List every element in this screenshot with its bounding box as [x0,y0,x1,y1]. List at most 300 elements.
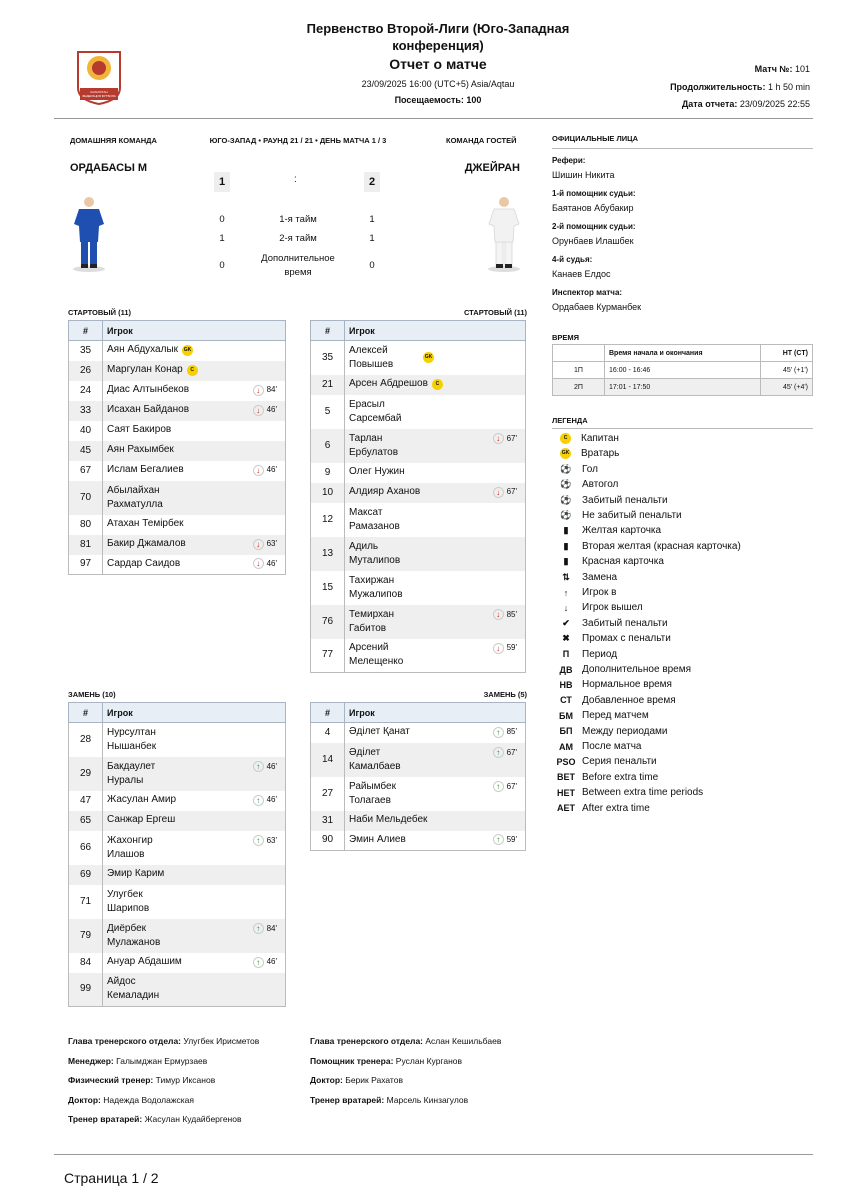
legend-item [556,539,741,554]
player-name: Аян Абдухалык [107,344,179,356]
table-row [311,341,526,375]
player-name: Алексей Повышев [349,344,394,370]
sub-minute: 46' [266,405,277,415]
player-number: 45 [69,441,103,461]
player-number: 35 [69,341,103,361]
sub-minute: 46' [266,795,277,805]
sub-minute: 59' [506,834,517,844]
official-role: 2-й помощник судьи: [552,222,636,231]
player-number: 13 [311,537,345,571]
player-number: 40 [69,421,103,441]
player-name: Тахиржан Мужалипов [349,574,403,600]
legend-label: Забитый пенальти [582,617,668,629]
staff-away-item: Тренер вратарей: Марсель Кинзагулов [310,1094,469,1105]
federation-logo [74,48,124,106]
player-number: 9 [311,463,345,483]
table-row [69,865,286,885]
legend-item [556,662,691,677]
goalkeeper-icon: GK [182,345,193,356]
legend-item [556,462,598,477]
legend-label: Between extra time periods [582,787,704,799]
legend-label: Промах с пенальти [582,633,671,645]
player-out-icon: ↓ [253,385,264,396]
time-col-range: Время начала и окончания [605,345,761,362]
sub-minute: 67' [506,781,517,791]
home-team-name: ОРДАБАСЫ М [70,162,148,174]
table-row [69,361,286,381]
player-number: 80 [69,515,103,535]
divider [552,428,813,429]
legend-icon: ▮ [563,540,569,551]
divider [552,148,813,149]
home-subs-table [68,702,286,1007]
legend-icon: GK [560,448,571,459]
captain-icon: C [187,365,198,376]
away-team-name: ДЖЕЙРАН [464,162,520,174]
legend-label: Автогол [582,479,619,491]
player-name: Улугбек Шарипов [107,888,150,914]
legend-icon: PSO [556,756,576,767]
player-number: 31 [311,811,345,831]
half1-away: 1 [369,214,375,225]
player-number: 70 [69,481,103,515]
home-kit-icon [70,194,108,279]
sub-minute: 84' [266,385,277,395]
player-number: 28 [69,723,103,757]
player-in-icon: ↑ [493,834,504,845]
official-role: 4-й судья: [552,255,593,264]
table-row [311,811,526,831]
table-row [69,723,286,757]
legend-label: Забитый пенальти [582,494,668,506]
player-number: 77 [311,639,345,673]
substitution-event [493,746,517,760]
official-name: Баятанов Абубакир [552,203,634,213]
player-name: Бакир Джамалов [107,538,186,550]
player-number: 79 [69,919,103,953]
legend-label: Вратарь [581,448,620,460]
substitution-event [253,383,277,397]
away-starting-label: СТАРТОВЫЙ (11) [463,308,527,317]
table-row [69,555,286,575]
substitution-event [493,833,517,847]
col-player-header: Игрок [103,703,286,723]
legend-icon: ✖ [562,633,570,644]
legend-label: After extra time [582,802,650,814]
player-number: 33 [69,401,103,421]
time-title: ВРЕМЯ [552,333,580,342]
legend-icon: ✔ [562,617,570,628]
player-number: 67 [69,461,103,481]
sub-minute: 67' [506,487,517,497]
player-name: Алдияр Аханов [349,486,421,498]
report-subtitle: Отчет о матче [389,56,487,72]
staff-home-item: Тренер вратарей: Жасулан Кудайбергенов [68,1114,242,1124]
player-in-icon: ↑ [253,835,264,846]
table-row [311,743,526,777]
player-out-icon: ↓ [253,405,264,416]
player-name: Бакдаулет Нуралы [107,760,156,786]
official-role: Инспектор матча: [552,288,623,297]
player-number: 27 [311,777,345,811]
legend-label: Добавленное время [582,694,676,706]
sub-minute: 85' [506,609,517,619]
legend-item [556,754,657,769]
player-name: Әділет Қанат [349,726,410,738]
player-name: Саят Бакиров [107,424,172,436]
table-row [69,421,286,441]
col-player-header: Игрок [345,321,526,341]
table-row [311,395,526,429]
player-number: 24 [69,381,103,401]
player-name: Атахан Темірбек [107,518,184,530]
col-num-header: # [69,703,103,723]
substitution-event [493,780,517,794]
legend-label: Желтая карточка [582,525,662,537]
sub-minute: 84' [266,923,277,933]
player-name: Адиль Муталипов [349,540,401,566]
table-row [311,503,526,537]
legend-icon: БП [559,726,573,737]
staff-home-item: Физический тренер: Тимур Иксанов [68,1075,216,1085]
sub-minute: 63' [266,835,277,845]
home-score: 1 [214,172,230,192]
legend-icon: НВ [559,679,573,690]
legend-label: Красная карточка [582,556,664,568]
legend-icon: AET [557,803,575,814]
player-name: Диас Алтынбеков [107,384,190,396]
official-name: Канаев Елдос [552,269,611,279]
official-role: 1-й помощник судьи: [552,189,636,198]
legend-icon: ⚽ [560,494,572,505]
player-number: 65 [69,811,103,831]
legend-label: Дополнительное время [582,664,692,675]
sub-minute: 63' [266,539,277,549]
table-row [69,919,286,953]
legend-icon: ⚽ [560,510,572,520]
legend-icon: ДВ [559,664,573,675]
player-name: Эмин Алиев [349,833,406,845]
sub-minute: 46' [266,761,277,771]
table-row [311,777,526,811]
table-row [311,483,526,503]
player-number: 6 [311,429,345,463]
player-name: Ануар Абдашим [107,956,182,968]
player-number: 99 [69,973,103,1007]
player-number: 14 [311,743,345,777]
table-row [311,375,526,395]
table-row [311,723,526,743]
staff-home-item: Глава тренерского отдела: Улугбек Ирисметов [68,1036,260,1046]
player-out-icon: ↓ [493,487,504,498]
goalkeeper-icon: GK [423,352,434,363]
player-number: 84 [69,953,103,973]
sub-minute: 59' [506,643,517,653]
player-out-icon: ↓ [493,609,504,620]
legend-icon: ⇅ [562,571,570,582]
table-row [69,381,286,401]
home-subs-label: ЗАМЕНЬ (10) [68,690,116,699]
legend-item [556,801,650,816]
player-in-icon: ↑ [493,727,504,738]
divider [54,118,813,119]
legend-label: Вторая желтая (красная карточка) [582,540,741,552]
substitution-event [253,557,277,571]
substitution-event [493,485,517,499]
extra-home: 0 [219,260,225,271]
sub-minute: 46' [266,558,277,568]
sub-minute: 85' [506,727,517,737]
player-out-icon: ↓ [493,643,504,654]
player-in-icon: ↑ [253,795,264,806]
player-name: Диёрбек Мулажанов [107,922,161,948]
legend-label: Серия пенальти [582,756,657,768]
half2-home: 1 [219,233,225,244]
home-starting-table [68,320,286,575]
sub-minute: 67' [506,433,517,443]
legend-item [556,431,619,446]
divider [54,1154,813,1155]
officials-title: ОФИЦИАЛЬНЫЕ ЛИЦА [552,134,639,143]
table-row [311,537,526,571]
table-row [69,811,286,831]
legend-icon: HET [557,787,575,798]
player-name: Эмир Карим [107,868,165,880]
player-name: Наби Мельдебек [349,814,428,826]
half1-label: 1-я тайм [279,214,317,225]
table-row [69,441,286,461]
time-col-ht: HT (CT) [760,345,812,362]
player-number: 76 [311,605,345,639]
legend-item [556,708,649,723]
player-in-icon: ↑ [493,747,504,758]
table-row [311,429,526,463]
home-starting-label: СТАРТОВЫЙ (11) [68,308,132,317]
captain-icon: C [432,379,443,390]
table-row [69,341,286,361]
legend-icon: П [562,649,570,660]
staff-home-item: Доктор: Надежда Водолажская [68,1094,195,1105]
legend-item [556,446,619,461]
substitution-event [493,641,517,655]
player-name: Арсений Мелещенко [349,642,404,668]
player-number: 35 [311,341,345,375]
legend-icon: BET [557,772,575,783]
table-row [69,481,286,515]
legend-label: Между периодами [582,725,668,737]
player-out-icon: ↓ [253,558,264,569]
player-name: Райымбек Толагаев [349,780,396,806]
player-name: Маргулан Конар [107,364,183,376]
table-row [69,973,286,1007]
legend-label: После матча [582,741,642,752]
table-row [69,953,286,973]
legend-item [556,770,658,785]
legend-icon: ▮ [563,556,569,567]
table-row [311,639,526,673]
player-number: 71 [69,885,103,919]
player-number: 21 [311,375,345,395]
official-name: Ордабаев Курманбек [552,302,642,312]
substitution-event [253,922,277,936]
legend-item [556,616,668,631]
staff-away-item: Помощник тренера: Руслан Курганов [310,1055,463,1066]
staff-home-item: Менеджер: Галымджан Ермурзаев [68,1055,208,1066]
legend-icon: СТ [560,695,572,706]
round-info: ЮГО-ЗАПАД • РАУНД 21 / 21 • ДЕНЬ МАТЧА 1 / 3 [209,136,387,145]
player-name: Максат Рамазанов [349,506,400,532]
substitution-event [253,793,277,807]
sub-minute: 46' [266,465,277,475]
legend-item [556,785,703,800]
player-name: Ислам Бегалиев [107,464,184,476]
legend-icon: ↑ [563,587,569,598]
attendance: Посещаемость: 100 [394,95,482,105]
staff-away-item: Доктор: Берик Рахатов [310,1075,403,1085]
table-row [69,831,286,865]
away-subs-label: ЗАМЕНЬ (5) [483,690,527,699]
col-player-header: Игрок [345,703,526,723]
player-number: 10 [311,483,345,503]
substitution-event [493,725,517,739]
substitution-event [253,955,277,969]
time-row: 1П 16:00 - 16:46 45' (+1') [553,362,813,379]
staff-away-item: Глава тренерского отдела: Аслан Кешильбаев [310,1036,502,1046]
logo-text: КАЗАХСТАН ФЕДЕРАЦИЯ ФУТБОЛА [82,90,116,98]
legend-icon: ⚽ [560,479,572,490]
player-name: Абылайхан Рахматулла [107,484,163,510]
table-row [69,885,286,919]
official-name: Орунбаев Илашбек [552,236,634,246]
player-number: 12 [311,503,345,537]
half2-away: 1 [369,233,375,244]
match-datetime: 23/09/2025 16:00 (UTC+5) Asia/Aqtau [361,79,515,89]
score-separator: : [294,174,297,185]
sub-minute: 46' [266,957,277,967]
home-team-label: ДОМАШНЯЯ КОМАНДА [70,136,157,145]
player-number: 81 [69,535,103,555]
substitution-event [493,608,517,622]
match-duration: Продолжительность: 1 h 50 min [670,82,810,92]
page-number: Страница 1 / 2 [64,1170,159,1186]
player-name: Темирхан Габитов [349,608,394,634]
legend-item [556,508,682,523]
table-row [69,401,286,421]
sub-minute: 67' [506,747,517,757]
col-num-header: # [69,321,103,341]
player-out-icon: ↓ [253,539,264,550]
time-table [552,344,813,396]
official-name: Шишин Никита [552,170,615,180]
player-number: 47 [69,791,103,811]
legend-label: Игрок вышел [582,602,643,614]
substitution-event [253,403,277,417]
player-number: 15 [311,571,345,605]
legend-label: Гол [582,463,598,475]
col-player-header: Игрок [103,321,286,341]
legend-item [556,739,642,754]
col-num-header: # [311,321,345,341]
legend-icon: ▮ [563,525,569,536]
legend-title: ЛЕГЕНДА [552,416,588,425]
player-name: Тарлан Ербулатов [349,432,399,458]
table-row [69,757,286,791]
legend-item [556,647,617,662]
table-row [69,515,286,535]
half1-home: 0 [219,214,225,225]
player-name: Әділет Камалбаев [349,746,401,772]
player-number: 97 [69,555,103,575]
legend-label: Before extra time [582,771,659,783]
legend-item [556,631,671,646]
player-name: Аян Рахымбек [107,444,174,456]
legend-item [556,693,676,708]
substitution-event [253,537,277,551]
extra-away: 0 [369,260,375,271]
legend-item [556,523,661,538]
legend-item [556,477,618,492]
report-date: Дата отчета: 23/09/2025 22:55 [681,99,810,109]
extra-label: Дополнительное время [261,253,335,278]
player-number: 90 [311,831,345,851]
player-number: 26 [69,361,103,381]
substitution-event [253,463,277,477]
legend-item [556,493,668,508]
player-in-icon: ↑ [253,957,264,968]
table-row [311,831,526,851]
player-name: Жасулан Амир [107,794,177,806]
away-kit-icon [485,194,523,279]
player-in-icon: ↑ [253,923,264,934]
legend-label: Нормальное время [582,679,672,691]
table-row [311,605,526,639]
legend-item [556,585,616,600]
legend-item [556,724,668,739]
table-row [311,463,526,483]
legend-label: Период [582,648,618,660]
legend-icon: C [560,433,571,444]
legend-label: Перед матчем [582,710,649,722]
player-name: Санжар Ергеш [107,814,176,826]
legend-icon: ⚽ [560,463,572,474]
table-row [69,791,286,811]
player-name: Ерасыл Сарсембай [349,398,402,424]
legend-label: Замена [582,571,618,583]
player-name: Олег Нужин [349,466,405,478]
player-number: 66 [69,831,103,865]
substitution-event [253,834,277,848]
legend-item [556,600,643,615]
legend-icon: ↓ [563,602,569,613]
table-row [311,571,526,605]
legend-label: Не забитый пенальти [582,510,682,521]
player-number: 69 [69,865,103,885]
legend-label: Игрок в [582,587,617,598]
player-out-icon: ↓ [253,465,264,476]
legend-label: Капитан [581,433,619,444]
player-name: Исахан Байданов [107,404,190,416]
away-score: 2 [364,172,380,192]
player-number: 29 [69,757,103,791]
time-row: 2П 17:01 - 17:50 45' (+4') [553,379,813,396]
away-starting-table [310,320,526,673]
player-number: 5 [311,395,345,429]
away-subs-table [310,702,526,851]
player-out-icon: ↓ [493,433,504,444]
half2-label: 2-я тайм [279,233,317,244]
substitution-event [493,432,517,446]
player-name: Сардар Саидов [107,557,181,569]
